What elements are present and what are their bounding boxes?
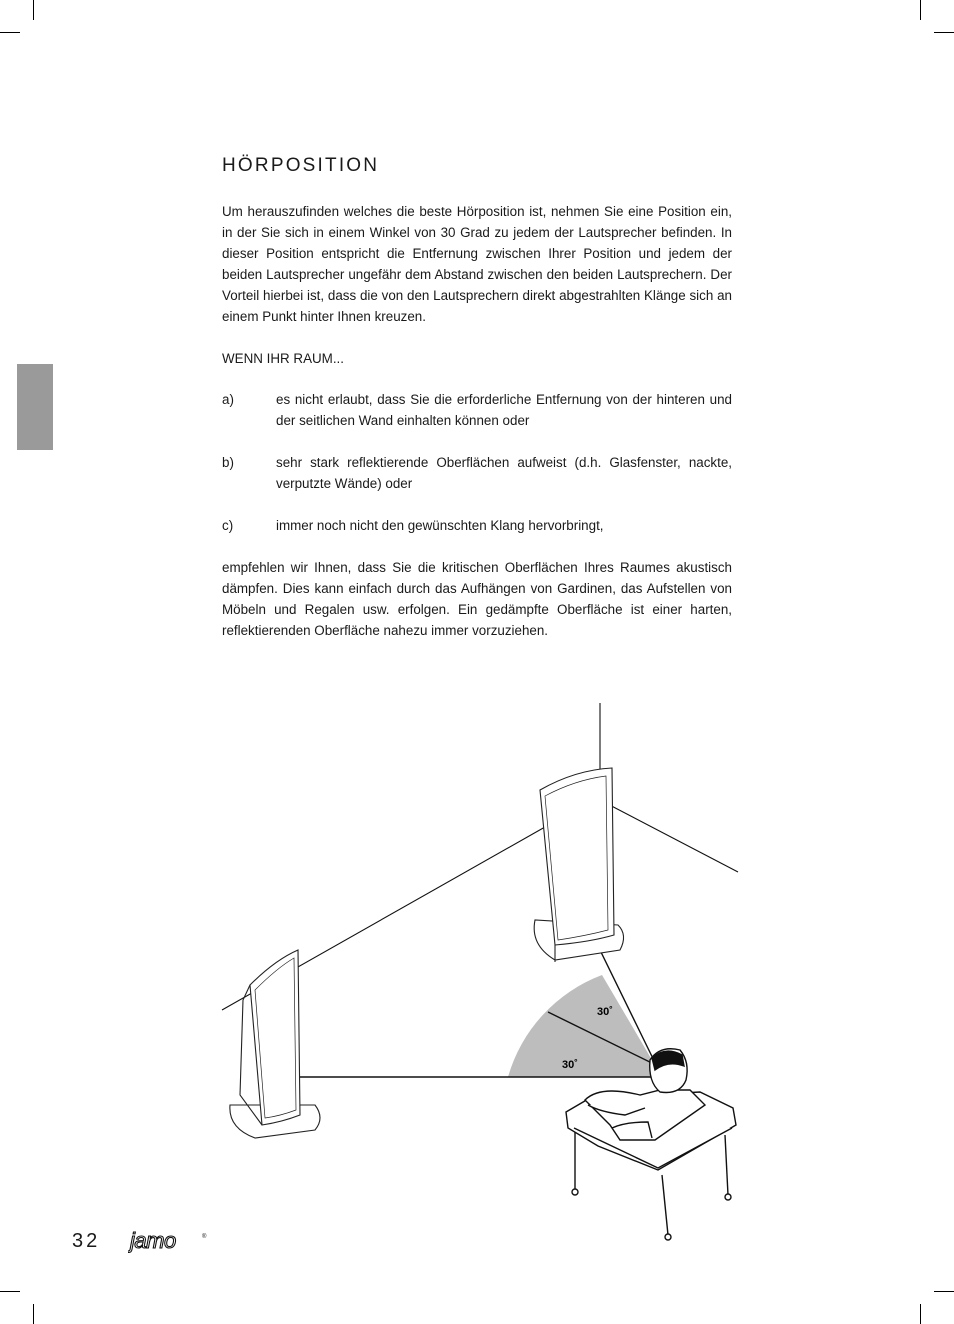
right-speaker-icon xyxy=(534,768,623,962)
list-text: sehr stark reflektierende Oberflächen aufweist (d.h. Glasfenster, nackte, verputzte Wände) oder xyxy=(276,455,732,491)
intro-paragraph: Um herauszufinden welches die beste Hörposition ist, nehmen Sie eine Position ein, in der Sie sich in einem Winkel von 30 Grad zu jedem der Lautsprecher befinden. In dieser Position entspricht die Entfernung zwischen Ihrer Position und jedem der beiden Lautsprecher ungefähr dem Abstand zwischen den beiden Lautsprechern. Der Vorteil hierbei ist, dass die von den Lautsprechern direkt abgestrahlten Klänge sich an einem Punkt hinter Ihnen kreuzen. xyxy=(222,204,732,324)
condition-intro: WENN IHR RAUM... xyxy=(222,351,344,366)
angle-sector xyxy=(508,975,662,1077)
crop-mark-bl-h xyxy=(0,1291,20,1292)
svg-text:®: ® xyxy=(202,1234,207,1240)
list-marker: b) xyxy=(222,455,234,470)
list-text: es nicht erlaubt, dass Sie die erforderliche Entfernung von der hinteren und der seitlichen Wand einhalten können oder xyxy=(276,392,732,428)
list-text: immer noch nicht den gewünschten Klang hervorbringt, xyxy=(276,518,604,533)
conclusion-paragraph: empfehlen wir Ihnen, dass Sie die kritischen Oberflächen Ihres Raumes akustisch dämpfen. Dies kann einfach durch das Aufhängen von Gardinen, das Aufstellen von Möbeln und Regalen usw. erfolgen. Ein gedämpfte Oberfläche ist einer harten, reflektierenden Oberfläche nahezu immer vorzuziehen. xyxy=(222,560,732,638)
crop-mark-tr-h xyxy=(934,32,954,33)
list-marker: a) xyxy=(222,392,234,407)
side-wall-line xyxy=(600,800,738,872)
listening-position-illustration xyxy=(0,690,954,1250)
crop-mark-br-h xyxy=(934,1291,954,1292)
crop-mark-bl-v xyxy=(33,1304,34,1324)
svg-text:jamo: jamo xyxy=(130,1228,176,1253)
angle-label-lower: 30˚ xyxy=(562,1059,578,1071)
language-tab-marker xyxy=(17,364,53,450)
crop-mark-br-v xyxy=(920,1304,921,1324)
angle-label-upper: 30˚ xyxy=(597,1006,613,1018)
crop-mark-tr-v xyxy=(920,0,921,20)
crop-mark-tl-h xyxy=(0,32,20,33)
section-heading: HÖRPOSITION xyxy=(222,155,380,176)
left-speaker-icon xyxy=(230,950,320,1138)
list-marker: c) xyxy=(222,518,234,533)
jamo-logo xyxy=(128,1228,208,1254)
crop-mark-tl-v xyxy=(33,0,34,20)
page-number: 32 xyxy=(72,1230,101,1252)
